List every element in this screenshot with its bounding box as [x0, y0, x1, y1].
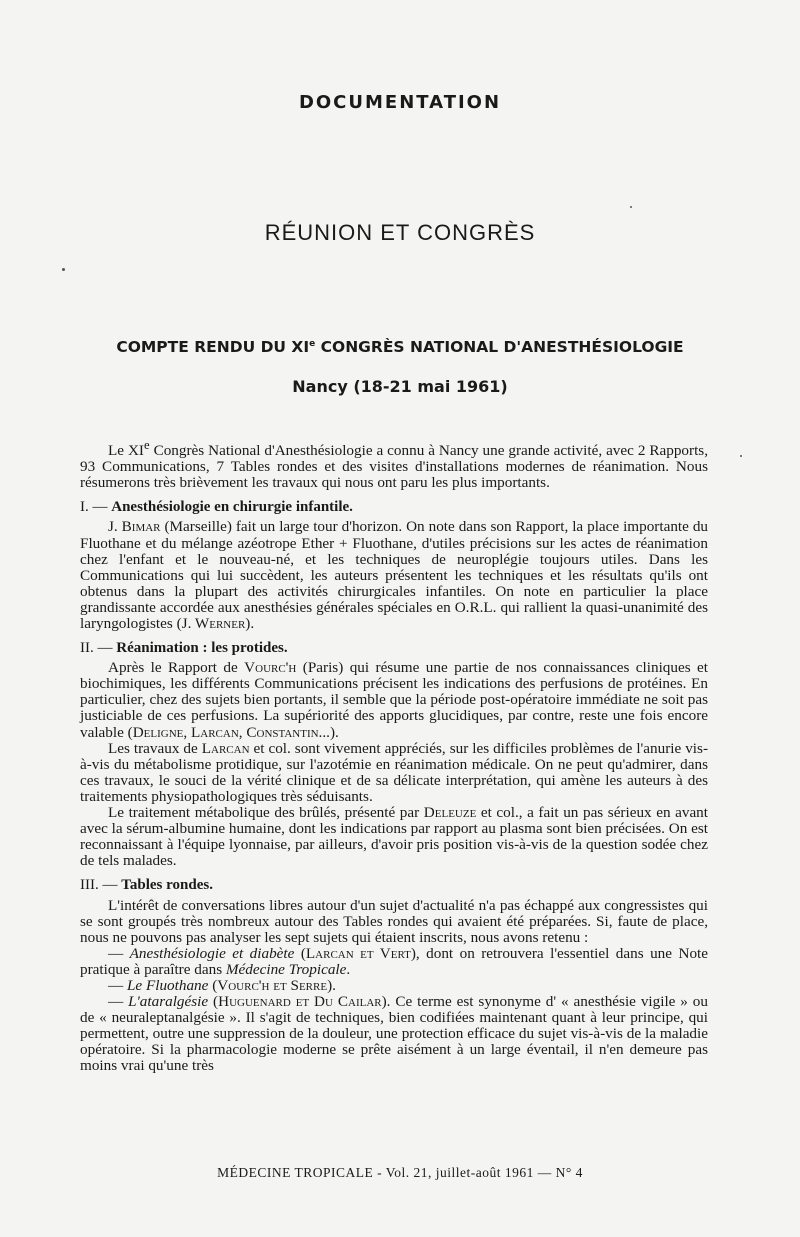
paragraph-text: ( [208, 976, 218, 994]
author-name: Larcan [201, 739, 250, 757]
intro-superscript: e [144, 438, 150, 452]
list-item [80, 978, 708, 994]
paragraph-text: (Paris) qui résume une partie de nos connaissances cliniques et biochimiques, les différents Communications précisent les indications des perfusions de protéines. En particulier, chez des sujets bien portants, il semble que la période post-opératoire immédiate ne soit pas justiciable de ces perfusions. La supériorité des apports glucidiques, par contre, reste une fois encore valable ( [80, 659, 709, 741]
topic-title: Anesthésiologie et diabète [129, 944, 295, 962]
paragraph-text: et col. sont vivement appréciés, sur les difficiles problèmes de l'anurie vis-à-vis du métabolisme protidique, sur l'azotémie en réanimation médicale. On ne peut qu'admirer, dans ces travaux, le souci de la vérité clinique et de sa délicate interprétation, qui amène les auteurs à des traitements physiopathologiques très séduisants. [80, 739, 708, 805]
paragraph-text: ). [327, 976, 336, 994]
report-title-part: CONGRÈS NATIONAL D'ANESTHÉSIOLOGIE [315, 338, 684, 356]
list-item [80, 946, 708, 978]
author-name: Huguenard et Du Cailar [218, 993, 382, 1011]
section-heading-text: Anesthésiologie en chirurgie infantile. [111, 499, 353, 516]
paragraph-text: Les travaux de [108, 739, 202, 757]
author-name: J. Werner [181, 615, 246, 632]
paragraph-text: et col., a fait un pas sérieux en avant avec la sérum-albumine humaine, dont les indications par rapport au plasma sont bien précisées. On est reconnaissant à l'équipe lyonnaise, par ailleurs, d'avoir pris position vis-à-vis de la question sodée chez de tels malades. [80, 804, 708, 870]
author-name: Deligne, Larcan, Constantin... [132, 723, 330, 741]
paragraph [80, 519, 708, 632]
article-body [80, 437, 708, 1075]
author-name: Deleuze [423, 804, 477, 822]
section-heading-text: Tables rondes. [121, 877, 213, 894]
print-speck [740, 455, 742, 457]
section-heading-text: Réanimation [116, 640, 199, 657]
section-heading-2 [80, 640, 708, 656]
journal-section-header: DOCUMENTATION [298, 92, 502, 113]
paragraph [80, 660, 708, 740]
section-heading-1 [80, 499, 708, 515]
list-dash: — [108, 944, 130, 962]
paragraph [80, 805, 708, 869]
paragraph-text: ). [245, 615, 255, 632]
paragraph-text: ( [294, 944, 306, 962]
intro-paragraph [80, 437, 708, 491]
section-number: II. — [80, 640, 117, 657]
report-subtitle: Nancy (18-21 mai 1961) [292, 377, 508, 396]
author-name: Larcan et Vert [305, 944, 411, 962]
author-name: J. Bimar [108, 518, 161, 536]
intro-text: Congrès National d'Anesthésiologie a connu à Nancy une grande activité, avec 2 Rapports, 93 Communications, 7 Tables rondes et des visites d'installations modernes de réanimation. Nous résumerons très brièvement les travaux qui nous ont paru les plus importants. [80, 442, 708, 492]
section-number: III. — [80, 877, 122, 894]
paragraph-text: Le traitement métabolique des brûlés, présenté par [108, 804, 424, 822]
paragraph-text: ). Ce terme est synonyme d' « anesthésie vigile » ou de « neuraleptanalgésie ». Il s'agit de techniques, bien codifiées maintenant quant à leur principe, qui permettent, outre une suppression de la douleur, une protection efficace du sujet vis-à-vis de la maladie opératoire. Si la pharmacologie moderne se prête aisément à un large éventail, il n'en demeure pas moins vrai qu'une très [80, 993, 708, 1075]
paragraph-text: ( [208, 993, 219, 1011]
intro-text: Le XI [108, 442, 144, 460]
list-item [80, 994, 708, 1074]
journal-name: Médecine Tropicale [225, 960, 347, 978]
author-name: Vourc'h [244, 659, 297, 677]
report-title-superscript: e [309, 338, 316, 349]
section-heading-text: : les protides. [198, 640, 288, 657]
paragraph-text: . [346, 960, 351, 978]
page-footer: MÉDECINE TROPICALE - Vol. 21, juillet-août 1961 — N° 4 [217, 1165, 583, 1180]
section-title: RÉUNION ET CONGRÈS [264, 220, 536, 245]
paragraph-text: (Marseille) fait un large tour d'horizon. On note dans son Rapport, la place importante du Fluothane et du mélange azéotrope Ether + Fluothane, d'utiles précisions sur les actes de réanimation chez l'enfant et le nouveau-né, et les techniques de neuroplégie toujours utiles. Dans les Communications qui lui succèdent, les auteurs présentent les techniques et les résultats qu'ils ont obtenus dans la plupart des activités chirurgicales infantiles. On note en particulier la place grandissante accordée aux anesthésies générales spéciales en O.R.L. qui rallient la quasi-unanimité des laryngologistes ( [80, 518, 709, 632]
section-heading-3 [80, 877, 708, 893]
paragraph: L'intérêt de conversations libres autour d'un sujet d'actualité n'a pas échappé aux congressistes qui se sont groupés très nombreux autour des Tables rondes qui avaient été préparées. Si, faute de place, nous ne pouvons pas analyser les sept sujets qui étaient inscrits, nous avons retenu : [80, 896, 708, 946]
print-speck [62, 268, 65, 271]
topic-title: L'ataralgésie [128, 993, 209, 1011]
paragraph [80, 741, 708, 805]
topic-title: Le Fluothane [126, 976, 209, 994]
section-number: I. — [80, 499, 112, 516]
paragraph-text: Après le Rapport de [108, 659, 245, 677]
report-title-part: COMPTE RENDU DU XI [116, 338, 310, 356]
list-dash: — [108, 976, 127, 994]
author-name: Vourc'h et Serre [217, 976, 328, 994]
paragraph-text: ), dont on retrouvera l'essentiel dans une Note pratique à paraître dans [80, 944, 708, 978]
list-dash: — [108, 993, 129, 1011]
report-title [0, 338, 800, 356]
paragraph-text: ). [329, 723, 339, 741]
print-speck [630, 206, 632, 208]
